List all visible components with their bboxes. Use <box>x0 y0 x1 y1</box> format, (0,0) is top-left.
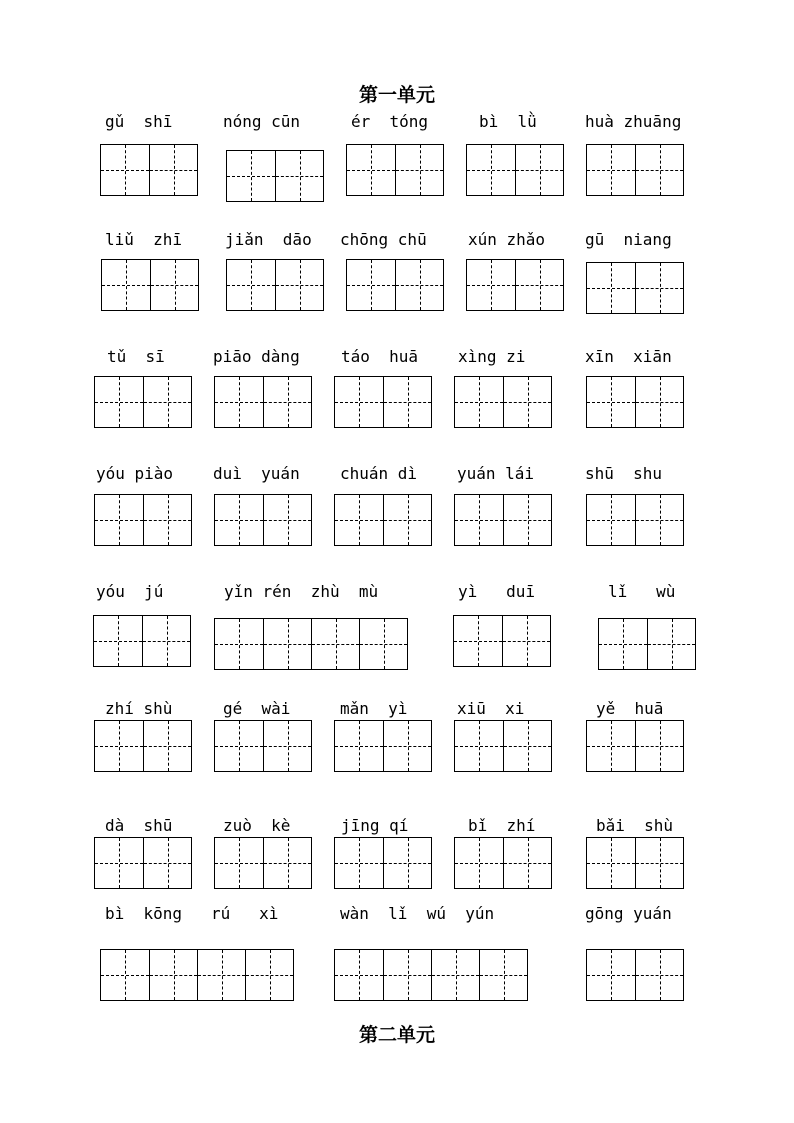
pinyin-label: chuán dì <box>340 464 418 483</box>
pinyin-label: xīn xiān <box>585 347 672 366</box>
writing-grid[interactable] <box>586 949 684 1001</box>
pinyin-label: yóu jú <box>96 582 164 601</box>
grid-cell[interactable] <box>587 145 635 195</box>
grid-cell[interactable] <box>245 950 293 1000</box>
grid-cell[interactable] <box>455 495 503 545</box>
writing-grid[interactable] <box>454 837 552 889</box>
unit-two-title: 第二单元 <box>358 1024 435 1046</box>
grid-cell[interactable] <box>635 495 683 545</box>
grid-cell[interactable] <box>275 151 323 201</box>
grid-cell[interactable] <box>455 377 503 427</box>
writing-grid[interactable] <box>334 494 432 546</box>
writing-grid[interactable] <box>586 144 684 196</box>
unit-one-title: 第一单元 <box>358 84 435 106</box>
writing-grid[interactable] <box>214 837 312 889</box>
grid-cell[interactable] <box>215 377 263 427</box>
pinyin-label: zuò kè <box>223 816 291 835</box>
pinyin-label: bǐ zhí <box>468 816 536 835</box>
writing-grid[interactable] <box>586 376 684 428</box>
grid-cell[interactable] <box>635 721 683 771</box>
grid-cell[interactable] <box>227 151 275 201</box>
writing-grid[interactable] <box>334 376 432 428</box>
writing-grid[interactable] <box>454 494 552 546</box>
grid-cell[interactable] <box>149 950 197 1000</box>
pinyin-label: chōng chū <box>340 230 427 249</box>
grid-cell[interactable] <box>335 838 383 888</box>
grid-cell[interactable] <box>383 377 431 427</box>
grid-cell[interactable] <box>647 619 695 669</box>
grid-cell[interactable] <box>215 838 263 888</box>
grid-cell[interactable] <box>455 838 503 888</box>
pinyin-label: bì lǜ <box>479 112 537 131</box>
grid-cell[interactable] <box>94 616 142 666</box>
writing-grid[interactable] <box>586 494 684 546</box>
grid-cell[interactable] <box>479 950 527 1000</box>
grid-cell[interactable] <box>102 260 150 310</box>
pinyin-label: yě huā <box>596 699 664 718</box>
pinyin-label: wàn lǐ wú yún <box>340 904 495 923</box>
grid-cell[interactable] <box>587 263 635 313</box>
grid-cell[interactable] <box>215 619 263 669</box>
pinyin-label: gū niang <box>585 230 672 249</box>
writing-grid[interactable] <box>453 615 551 667</box>
pinyin-label: yǐn rén zhù mù <box>224 582 379 601</box>
writing-grid[interactable] <box>586 720 684 772</box>
pinyin-label: nóng cūn <box>223 112 301 131</box>
writing-grid[interactable] <box>94 376 192 428</box>
grid-cell[interactable] <box>347 145 395 195</box>
pinyin-label: táo huā <box>341 347 419 366</box>
grid-cell[interactable] <box>383 838 431 888</box>
pinyin-label: yóu piào <box>96 464 174 483</box>
grid-cell[interactable] <box>263 838 311 888</box>
pinyin-label: lǐ wù <box>608 582 676 601</box>
grid-cell[interactable] <box>335 495 383 545</box>
pinyin-label: ér tóng <box>351 112 429 131</box>
pinyin-label: zhí shù <box>105 699 173 718</box>
grid-cell[interactable] <box>635 838 683 888</box>
grid-cell[interactable] <box>599 619 647 669</box>
writing-grid[interactable] <box>466 144 564 196</box>
grid-cell[interactable] <box>263 377 311 427</box>
grid-cell[interactable] <box>587 495 635 545</box>
writing-grid[interactable] <box>214 376 312 428</box>
pinyin-label: xìng zi <box>458 347 526 366</box>
grid-cell[interactable] <box>455 721 503 771</box>
grid-cell[interactable] <box>454 616 502 666</box>
writing-grid[interactable] <box>466 259 564 311</box>
writing-grid[interactable] <box>94 837 192 889</box>
writing-grid-four[interactable] <box>334 949 528 1001</box>
pinyin-label: bǎi shù <box>596 816 674 835</box>
pinyin-label: jīng qí <box>341 816 409 835</box>
writing-grid[interactable] <box>214 494 312 546</box>
grid-cell[interactable] <box>503 377 551 427</box>
writing-grid[interactable] <box>226 259 324 311</box>
pinyin-label: liǔ zhī <box>105 230 183 249</box>
grid-cell[interactable] <box>215 721 263 771</box>
grid-cell[interactable] <box>335 377 383 427</box>
grid-cell[interactable] <box>503 495 551 545</box>
grid-cell[interactable] <box>101 950 149 1000</box>
grid-cell[interactable] <box>635 263 683 313</box>
writing-grid[interactable] <box>94 720 192 772</box>
grid-cell[interactable] <box>101 145 149 195</box>
pinyin-label: gōng yuán <box>585 904 672 923</box>
pinyin-label: jiǎn dāo <box>225 230 312 249</box>
grid-cell[interactable] <box>311 619 359 669</box>
writing-grid-four[interactable] <box>214 618 408 670</box>
grid-cell[interactable] <box>635 377 683 427</box>
pinyin-label: gé wài <box>223 699 291 718</box>
grid-cell[interactable] <box>587 838 635 888</box>
grid-cell[interactable] <box>215 495 263 545</box>
pinyin-label: xún zhǎo <box>468 230 546 249</box>
grid-cell[interactable] <box>227 260 275 310</box>
writing-grid[interactable] <box>101 259 199 311</box>
grid-cell[interactable] <box>587 721 635 771</box>
pinyin-label: mǎn yì <box>340 699 408 718</box>
grid-cell[interactable] <box>502 616 550 666</box>
grid-cell[interactable] <box>467 260 515 310</box>
pinyin-label: yuán lái <box>457 464 535 483</box>
grid-cell[interactable] <box>335 721 383 771</box>
grid-cell[interactable] <box>503 721 551 771</box>
grid-cell[interactable] <box>467 145 515 195</box>
grid-cell[interactable] <box>149 145 197 195</box>
grid-cell[interactable] <box>503 838 551 888</box>
writing-grid[interactable] <box>334 837 432 889</box>
grid-cell[interactable] <box>515 260 563 310</box>
writing-grid[interactable] <box>214 720 312 772</box>
grid-cell[interactable] <box>95 838 143 888</box>
pinyin-label: yì duī <box>458 582 536 601</box>
grid-cell[interactable] <box>587 950 635 1000</box>
writing-grid[interactable] <box>226 150 324 202</box>
grid-cell[interactable] <box>143 377 191 427</box>
grid-cell[interactable] <box>95 377 143 427</box>
writing-grid[interactable] <box>346 144 444 196</box>
writing-grid[interactable] <box>598 618 696 670</box>
grid-cell[interactable] <box>143 838 191 888</box>
pinyin-label: gǔ shī <box>105 112 173 131</box>
grid-cell[interactable] <box>635 950 683 1000</box>
grid-cell[interactable] <box>335 950 383 1000</box>
writing-grid[interactable] <box>94 494 192 546</box>
grid-cell[interactable] <box>95 495 143 545</box>
grid-cell[interactable] <box>431 950 479 1000</box>
grid-cell[interactable] <box>263 619 311 669</box>
grid-cell[interactable] <box>515 145 563 195</box>
writing-grid[interactable] <box>454 376 552 428</box>
pinyin-label: bì kōng rú xì <box>105 904 279 923</box>
grid-cell[interactable] <box>275 260 323 310</box>
grid-cell[interactable] <box>383 495 431 545</box>
grid-cell[interactable] <box>197 950 245 1000</box>
grid-cell[interactable] <box>587 377 635 427</box>
grid-cell[interactable] <box>395 145 443 195</box>
grid-cell[interactable] <box>143 495 191 545</box>
writing-grid-four[interactable] <box>100 949 294 1001</box>
grid-cell[interactable] <box>635 145 683 195</box>
grid-cell[interactable] <box>347 260 395 310</box>
grid-cell[interactable] <box>143 721 191 771</box>
pinyin-label: duì yuán <box>213 464 300 483</box>
writing-grid[interactable] <box>586 262 684 314</box>
grid-cell[interactable] <box>263 495 311 545</box>
grid-cell[interactable] <box>383 721 431 771</box>
grid-cell[interactable] <box>150 260 198 310</box>
writing-grid[interactable] <box>454 720 552 772</box>
writing-grid[interactable] <box>586 837 684 889</box>
writing-grid[interactable] <box>100 144 198 196</box>
grid-cell[interactable] <box>383 950 431 1000</box>
writing-grid[interactable] <box>334 720 432 772</box>
pinyin-label: tǔ sī <box>107 347 165 366</box>
pinyin-label: dà shū <box>105 816 173 835</box>
grid-cell[interactable] <box>142 616 190 666</box>
grid-cell[interactable] <box>263 721 311 771</box>
grid-cell[interactable] <box>395 260 443 310</box>
grid-cell[interactable] <box>359 619 407 669</box>
pinyin-label: xiū xi <box>457 699 525 718</box>
grid-cell[interactable] <box>95 721 143 771</box>
pinyin-label: piāo dàng <box>213 347 300 366</box>
pinyin-label: shū shu <box>585 464 663 483</box>
pinyin-label: huà zhuāng <box>585 112 682 131</box>
writing-grid[interactable] <box>93 615 191 667</box>
writing-grid[interactable] <box>346 259 444 311</box>
